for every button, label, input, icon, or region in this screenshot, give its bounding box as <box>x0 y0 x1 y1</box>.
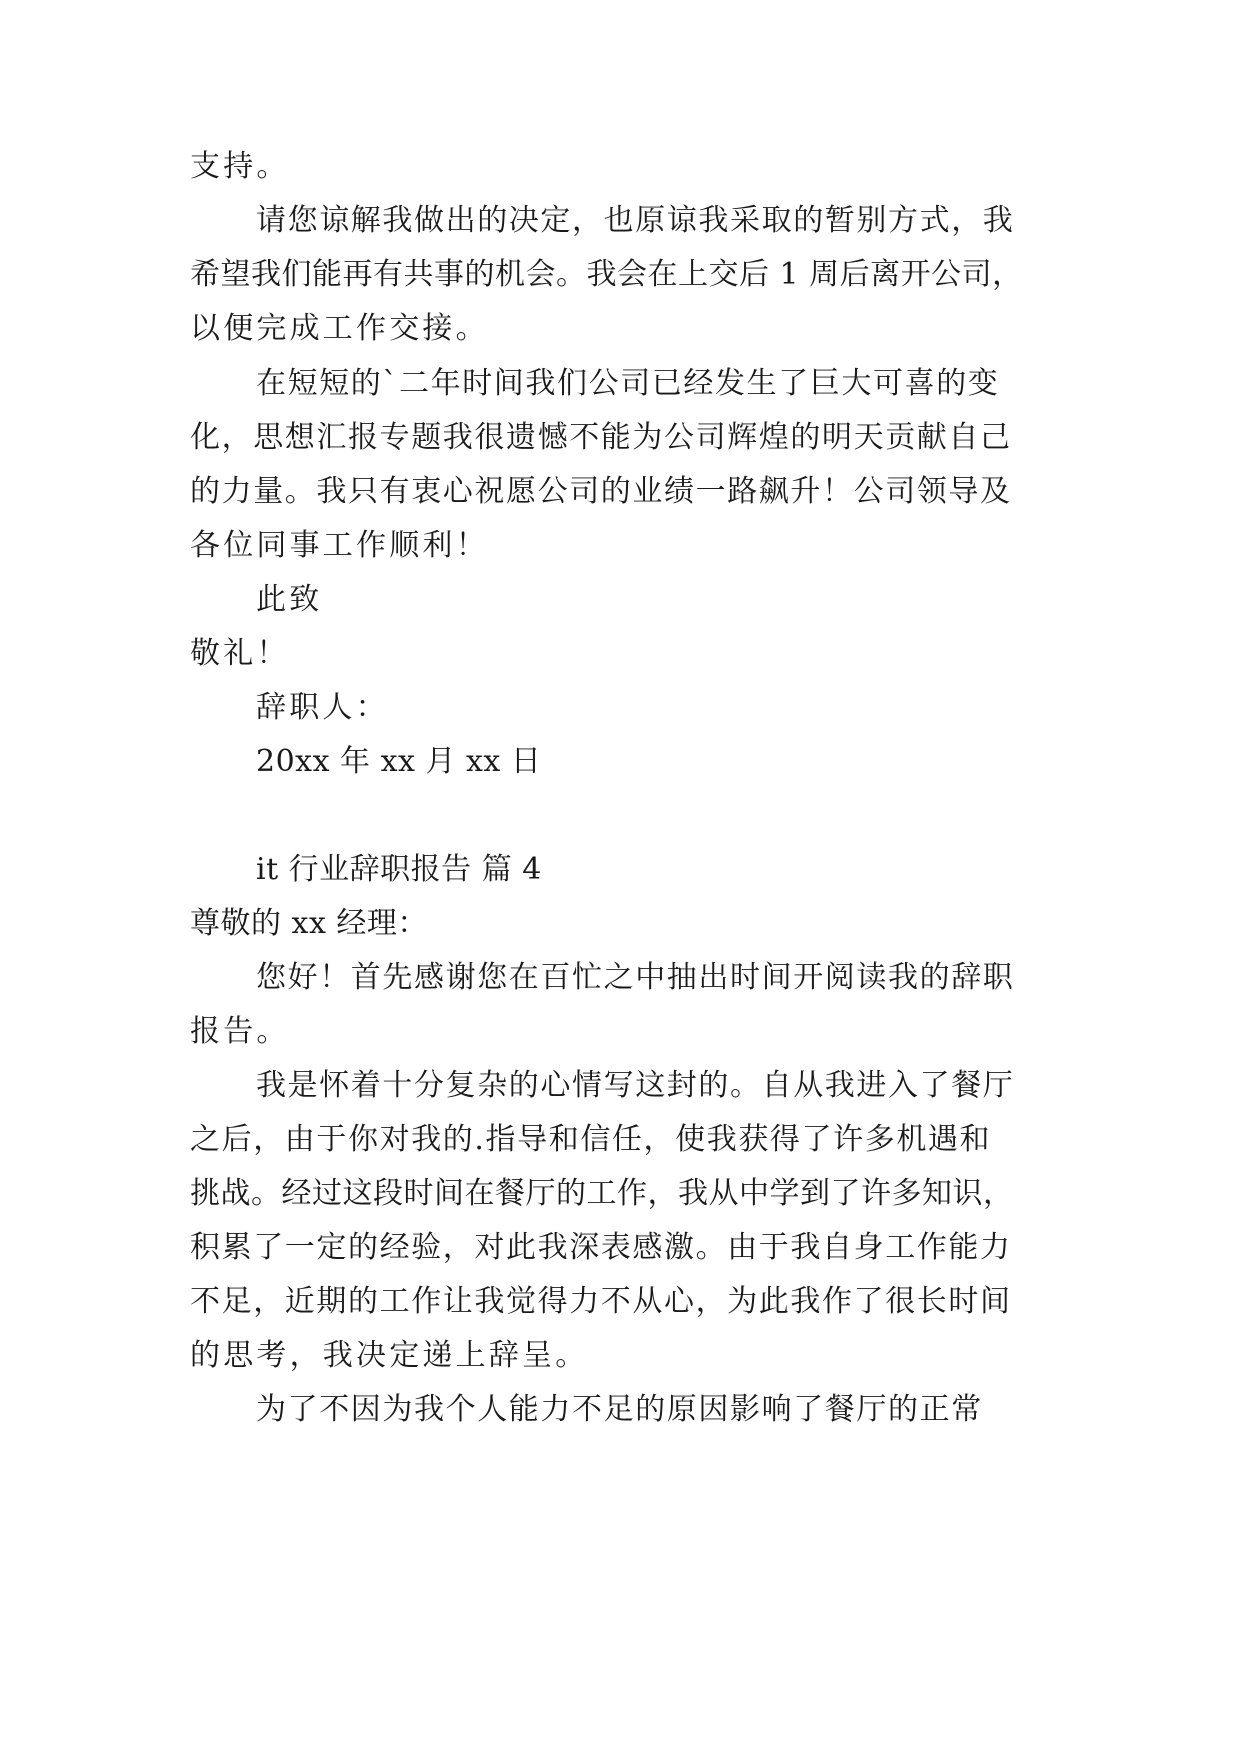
text-line: 请您谅解我做出的决定，也原谅我采取的暂别方式，我 <box>256 203 1015 238</box>
text-line: 化，思想汇报专题我很遗憾不能为公司辉煌的明天贡献自己 <box>190 420 1012 455</box>
closing-salutation: 此致 <box>256 582 323 617</box>
text-line: 各位同事工作顺利！ <box>190 528 489 563</box>
text-line: 以便完成工作交接。 <box>190 311 489 346</box>
text-line: 积累了一定的经验，对此我深表感激。由于我自身工作能力 <box>190 1230 1012 1265</box>
text-line: 我是怀着十分复杂的心情写这封的。自从我进入了餐厅 <box>256 1068 1015 1103</box>
text-line: 希望我们能再有共事的机会。我会在上交后 1 周后离开公司， <box>190 257 1023 292</box>
text-line: 为了不因为我个人能力不足的原因影响了餐厅的正常 <box>256 1392 983 1427</box>
section-heading: it 行业辞职报告 篇 4 <box>256 852 542 887</box>
closing-regards: 敬礼！ <box>190 636 290 671</box>
text-line: 挑战。经过这段时间在餐厅的工作，我从中学到了许多知识， <box>190 1176 1014 1211</box>
addressee: 尊敬的 xx 经理： <box>190 906 428 941</box>
text-line: 在短短的`二年时间我们公司已经发生了巨大可喜的变 <box>256 366 1000 401</box>
text-line: 报告。 <box>190 1014 290 1049</box>
signature-label: 辞职人： <box>256 690 389 725</box>
date-line: 20xx 年 xx 月 xx 日 <box>256 744 542 779</box>
text-line: 您好！首先感谢您在百忙之中抽出时间开阅读我的辞职 <box>256 960 1015 995</box>
text-line: 支持。 <box>190 149 290 184</box>
text-line: 之后，由于你对我的.指导和信任，使我获得了许多机遇和 <box>190 1122 992 1157</box>
text-line: 不足，近期的工作让我觉得力不从心，为此我作了很长时间 <box>190 1284 1012 1319</box>
text-line: 的思考，我决定递上辞呈。 <box>190 1338 589 1373</box>
text-line: 的力量。我只有衷心祝愿公司的业绩一路飙升！公司领导及 <box>190 474 1012 509</box>
